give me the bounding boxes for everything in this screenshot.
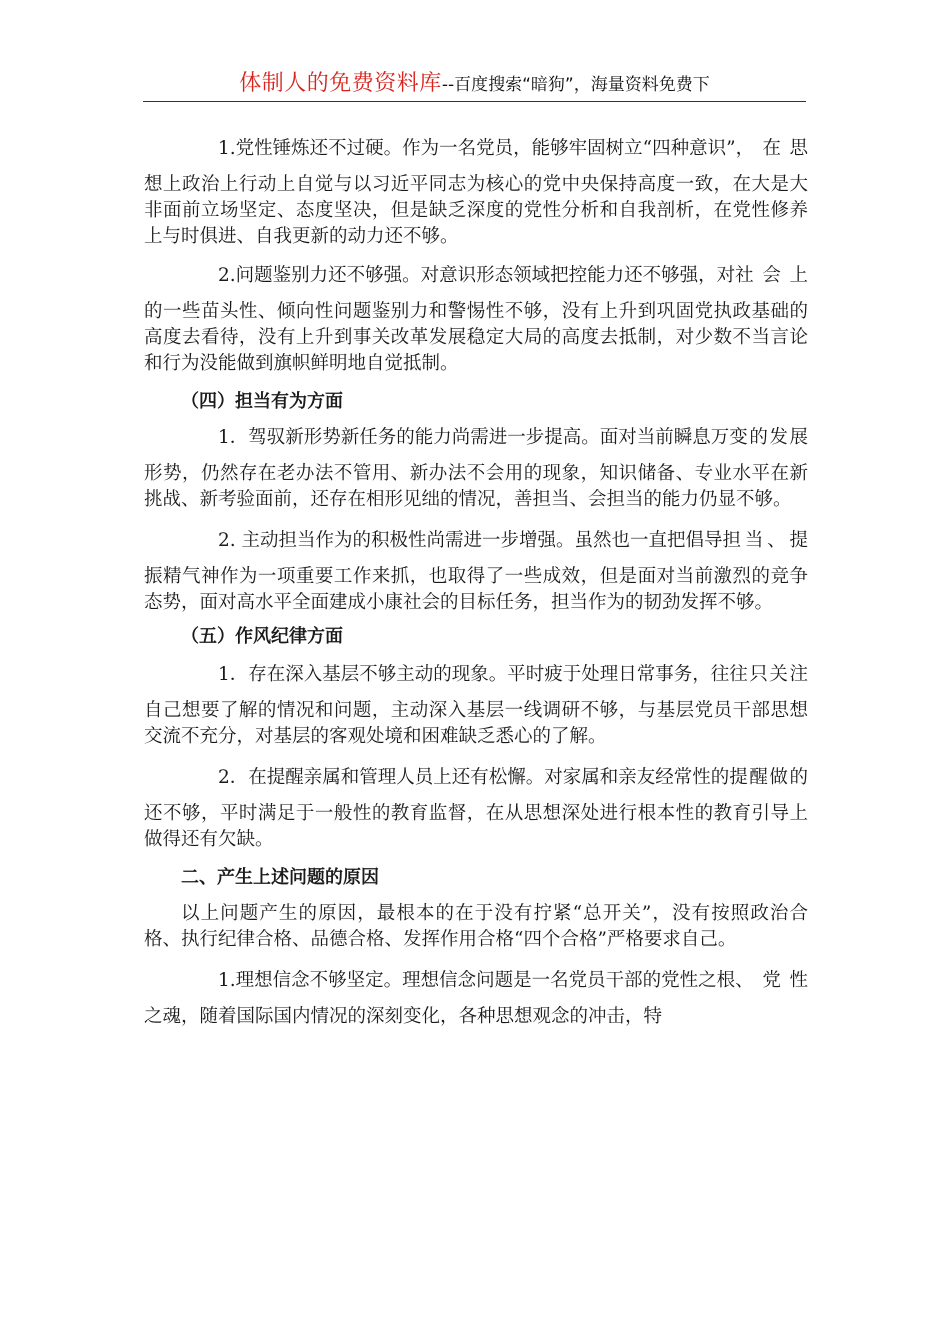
paragraph-first-line: 2.问题鉴别力还不够强。对意识形态领域把控能力还不够强，对社	[218, 265, 754, 286]
paragraph-text: 只关注自己想要了解的情况和问题，主动深入基层一线调研不够，与基层党员干部思想交流不充分，对基层的客观处境和困难缺乏悉心的了解。	[144, 664, 808, 747]
paragraph-text: 当、提振精气神作为一项重要工作来抓，也取得了一些成效，但是面对当前激烈的竞争态势，面对高水平全面建成小康社会的目标任务，担当作为的韧劲发挥不够。	[144, 530, 808, 613]
paragraph-first-line: 2. 主动担当作为的积极性尚需进一步增强。虽然也一直把倡导担	[218, 530, 742, 551]
section-heading: （五）作风纪律方面	[181, 626, 343, 647]
paragraph-text: 醒做的还不够，平时满足于一般性的教育监督，在从思想深处进行根本性的教育引导上做得还有欠缺。	[144, 767, 808, 850]
document-body	[144, 136, 808, 1030]
paragraph	[144, 425, 808, 513]
paragraph-first-line: 1.理想信念不够坚定。理想信念问题是一名党员干部的党性之根、	[218, 970, 754, 991]
paragraph-text: 的发展形势，仍然存在老办法不管用、新办法不会用的现象，知识储备、专业水平在新挑战、新考验面前，还存在相形见绌的情况，善担当、会担当的能力仍显不够。	[144, 427, 808, 510]
page-header	[143, 68, 806, 102]
paragraph-first-line: 1．存在深入基层不够主动的现象。平时疲于处理日常事务，往往	[218, 664, 748, 685]
paragraph	[144, 263, 808, 377]
paragraph	[144, 662, 808, 750]
section-heading: 二、产生上述问题的原因	[181, 867, 379, 888]
paragraph-text: 党性之魂，随着国际国内情况的深刻变化，各种思想观念的冲击，特	[144, 970, 808, 1027]
paragraph	[144, 528, 808, 616]
paragraph	[144, 765, 808, 853]
paragraph-text: 在思想上政治上行动上自觉与以习近平同志为核心的党中央保持高度一致，在大是大非面前立场坚定、态度坚决，但是缺乏深度的党性分析和自我剖析，在党性修养上与时俱进、自我更新的动力还不够。	[144, 138, 808, 247]
header-brand: 体制人的免费资料库	[239, 71, 442, 96]
paragraph-first-line: 2．在提醒亲属和管理人员上还有松懈。对家属和亲友经常性的提	[218, 767, 748, 788]
header-subtitle: --百度搜索“暗狗”，海量资料免费下	[441, 75, 710, 95]
section-heading: （四）担当有为方面	[181, 391, 343, 412]
paragraph	[144, 968, 808, 1030]
paragraph-first-line: 1.党性锤炼还不过硬。作为一名党员，能够牢固树立“四种意识”，	[218, 138, 755, 159]
paragraph-text: 会上的一些苗头性、倾向性问题鉴别力和警惕性不够，没有上升到巩固党执政基础的高度去看待，没有上升到事关改革发展稳定大局的高度去抵制，对少数不当言论和行为没能做到旗帜鲜明地自觉抵制。	[144, 265, 808, 374]
paragraph-first-line: 1．驾驭新形势新任务的能力尚需进一步提高。面对当前瞬息万变	[218, 427, 748, 448]
paragraph: 以上问题产生的原因，最根本的在于没有拧紧“总开关”，没有按照政治合格、执行纪律合格、品德合格、发挥作用合格“四个合格”严格要求自己。	[144, 903, 808, 950]
paragraph	[144, 136, 808, 250]
